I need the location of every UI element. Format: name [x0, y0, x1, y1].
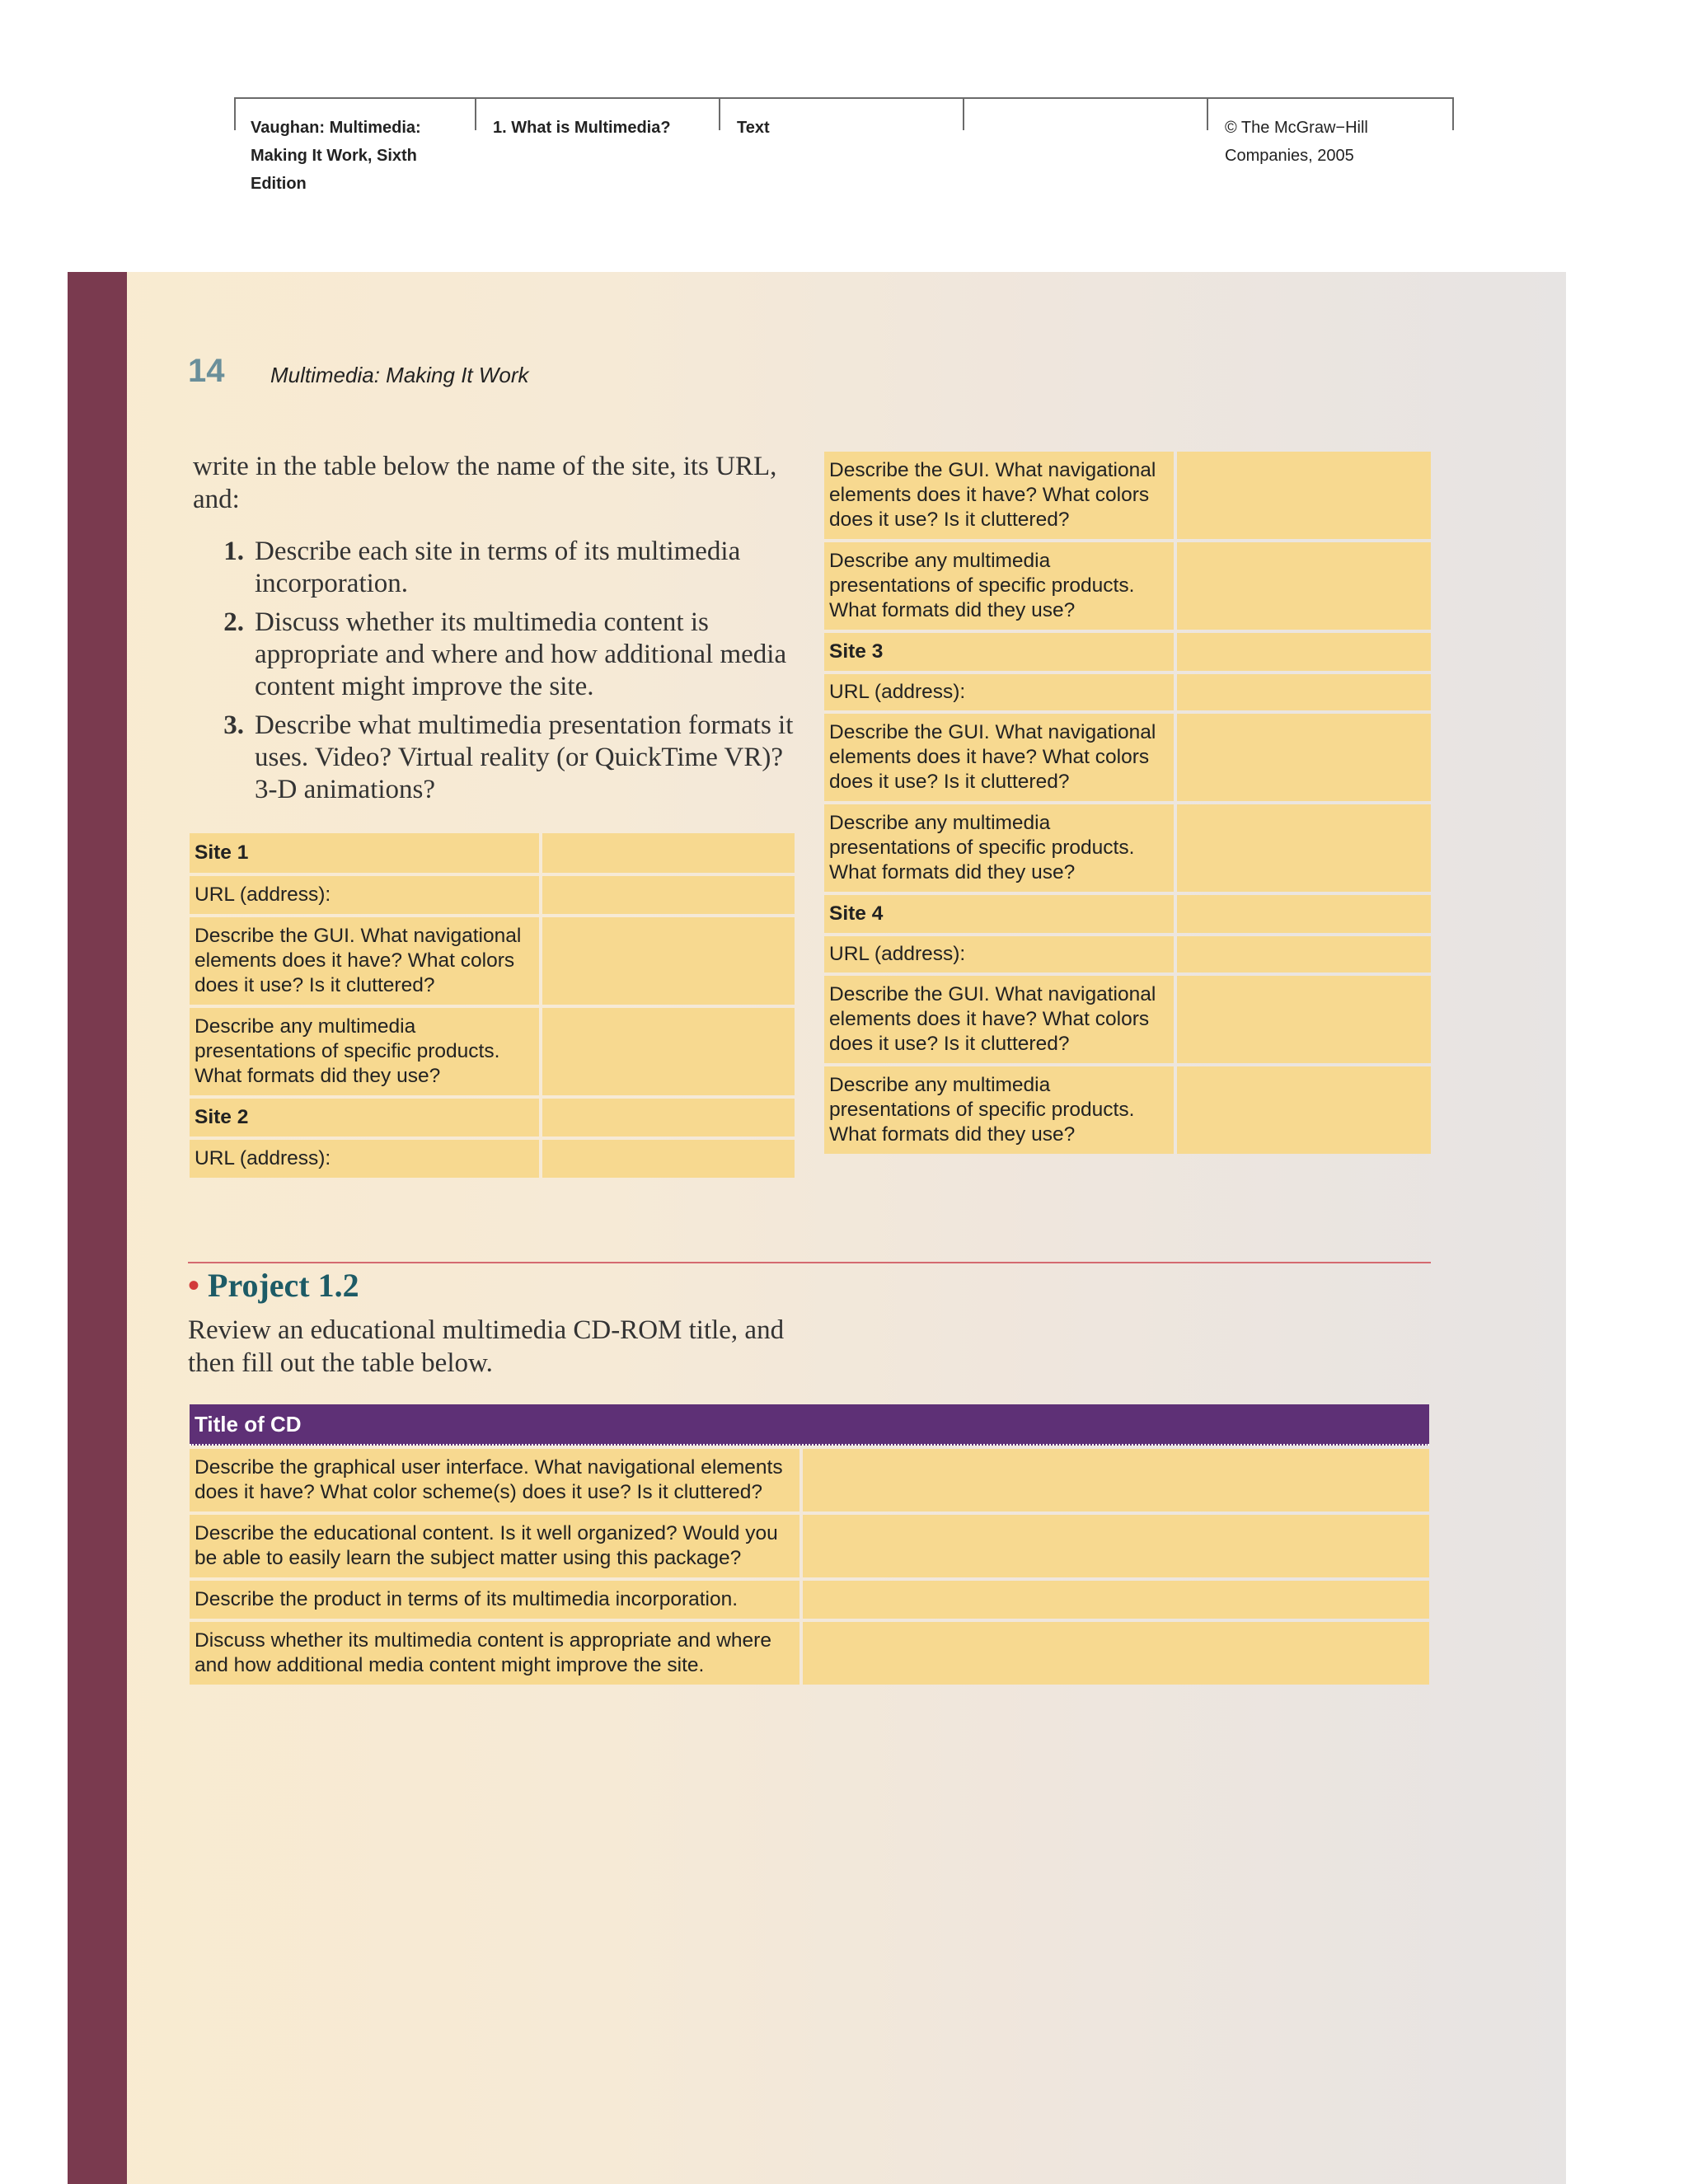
header-book-title: Vaughan: Multimedia: Making It Work, Sixth Edition: [251, 119, 421, 193]
answer-cell[interactable]: [1177, 714, 1431, 801]
project-heading: [188, 1266, 359, 1305]
url-label: URL (address):: [190, 876, 539, 914]
table-row: [824, 714, 1431, 801]
section-divider: [188, 1262, 1431, 1263]
answer-cell[interactable]: [542, 1099, 795, 1137]
answer-cell[interactable]: [803, 1622, 1429, 1685]
cd-prompt: Describe the educational content. Is it well organized? Would you be able to easily learn the subject matter using this package?: [190, 1515, 799, 1577]
table-row: [190, 1581, 1429, 1619]
running-title: Multimedia: Making It Work: [270, 363, 529, 387]
table-row: [824, 804, 1431, 892]
list-number: 1.: [223, 537, 244, 566]
answer-cell[interactable]: [1177, 674, 1431, 710]
site-table-left: [186, 830, 798, 1181]
site-table-right: [821, 448, 1434, 1157]
cd-title-header: Title of CD: [190, 1404, 1429, 1446]
project-title: Project 1.2: [208, 1267, 359, 1304]
answer-cell[interactable]: [542, 833, 795, 873]
table-row: [824, 674, 1431, 710]
intro-paragraph: write in the table below the name of the site, its URL, and:: [193, 452, 777, 514]
table-row: [824, 976, 1431, 1063]
answer-cell[interactable]: [1177, 976, 1431, 1063]
header-type: Text: [737, 119, 770, 137]
gui-prompt: Describe the GUI. What navigational elements does it have? What colors does it use? Is it cluttered?: [824, 452, 1174, 539]
gui-prompt: Describe the GUI. What navigational elements does it have? What colors does it use? Is it cluttered?: [190, 917, 539, 1005]
table-row: [190, 917, 795, 1005]
list-item: [193, 710, 803, 806]
list-text: Describe what multimedia presentation formats it uses. Video? Virtual reality (or QuickTime VR)? 3-D animations?: [255, 710, 794, 804]
table-row: [824, 633, 1431, 671]
instruction-list: [193, 536, 803, 813]
multimedia-prompt: Describe any multimedia presentations of specific products. What formats did they use?: [190, 1008, 539, 1095]
multimedia-prompt: Describe any multimedia presentations of specific products. What formats did they use?: [824, 542, 1174, 630]
table-row: [824, 542, 1431, 630]
url-label: URL (address):: [190, 1140, 539, 1178]
table-row: [190, 1099, 795, 1137]
header-chapter: 1. What is Multimedia?: [493, 119, 671, 137]
answer-cell[interactable]: [542, 876, 795, 914]
site-label: Site 2: [190, 1099, 539, 1137]
table-row: [190, 1449, 1429, 1511]
page-spine-bar: [68, 272, 127, 2184]
answer-cell[interactable]: [542, 1140, 795, 1178]
answer-cell[interactable]: [1177, 542, 1431, 630]
answer-cell[interactable]: [803, 1449, 1429, 1511]
answer-cell[interactable]: [803, 1581, 1429, 1619]
answer-cell[interactable]: [1177, 804, 1431, 892]
gui-prompt: Describe the GUI. What navigational elements does it have? What colors does it use? Is it cluttered?: [824, 714, 1174, 801]
bullet-icon: •: [188, 1267, 200, 1304]
cd-prompt: Discuss whether its multimedia content is appropriate and where and how additional media content might improve the site.: [190, 1622, 799, 1685]
answer-cell[interactable]: [542, 917, 795, 1005]
table-row: [824, 936, 1431, 972]
list-item: [193, 607, 803, 703]
answer-cell[interactable]: [803, 1515, 1429, 1577]
header-copyright: © The McGraw−Hill Companies, 2005: [1225, 119, 1368, 165]
table-row: [190, 1008, 795, 1095]
cd-review-table: [186, 1401, 1432, 1688]
table-row: [824, 1066, 1431, 1154]
list-text: Describe each site in terms of its multimedia incorporation.: [255, 537, 741, 598]
list-number: 2.: [223, 607, 244, 637]
table-row: [190, 1515, 1429, 1577]
answer-cell[interactable]: [1177, 936, 1431, 972]
table-row: [190, 876, 795, 914]
multimedia-prompt: Describe any multimedia presentations of specific products. What formats did they use?: [824, 1066, 1174, 1154]
answer-cell[interactable]: [542, 1008, 795, 1095]
table-header-row: [190, 1404, 1429, 1446]
site-label: Site 1: [190, 833, 539, 873]
answer-cell[interactable]: [1177, 895, 1431, 933]
list-number: 3.: [223, 710, 244, 740]
multimedia-prompt: Describe any multimedia presentations of specific products. What formats did they use?: [824, 804, 1174, 892]
table-row: [190, 1622, 1429, 1685]
list-item: [193, 536, 803, 600]
table-row: [190, 833, 795, 873]
table-row: [190, 1140, 795, 1178]
site-label: Site 3: [824, 633, 1174, 671]
cd-prompt: Describe the graphical user interface. What navigational elements does it have? What color scheme(s) does it use? Is it cluttered?: [190, 1449, 799, 1511]
table-row: [824, 895, 1431, 933]
project-instructions: Review an educational multimedia CD-ROM title, and then fill out the table below.: [188, 1315, 785, 1378]
page-number: 14: [188, 353, 225, 389]
cd-prompt: Describe the product in terms of its multimedia incorporation.: [190, 1581, 799, 1619]
answer-cell[interactable]: [1177, 633, 1431, 671]
table-row: [824, 452, 1431, 539]
url-label: URL (address):: [824, 936, 1174, 972]
answer-cell[interactable]: [1177, 1066, 1431, 1154]
gui-prompt: Describe the GUI. What navigational elements does it have? What colors does it use? Is it cluttered?: [824, 976, 1174, 1063]
list-text: Discuss whether its multimedia content is appropriate and where and how additional media content might improve the site.: [255, 607, 787, 701]
url-label: URL (address):: [824, 674, 1174, 710]
site-label: Site 4: [824, 895, 1174, 933]
answer-cell[interactable]: [1177, 452, 1431, 539]
